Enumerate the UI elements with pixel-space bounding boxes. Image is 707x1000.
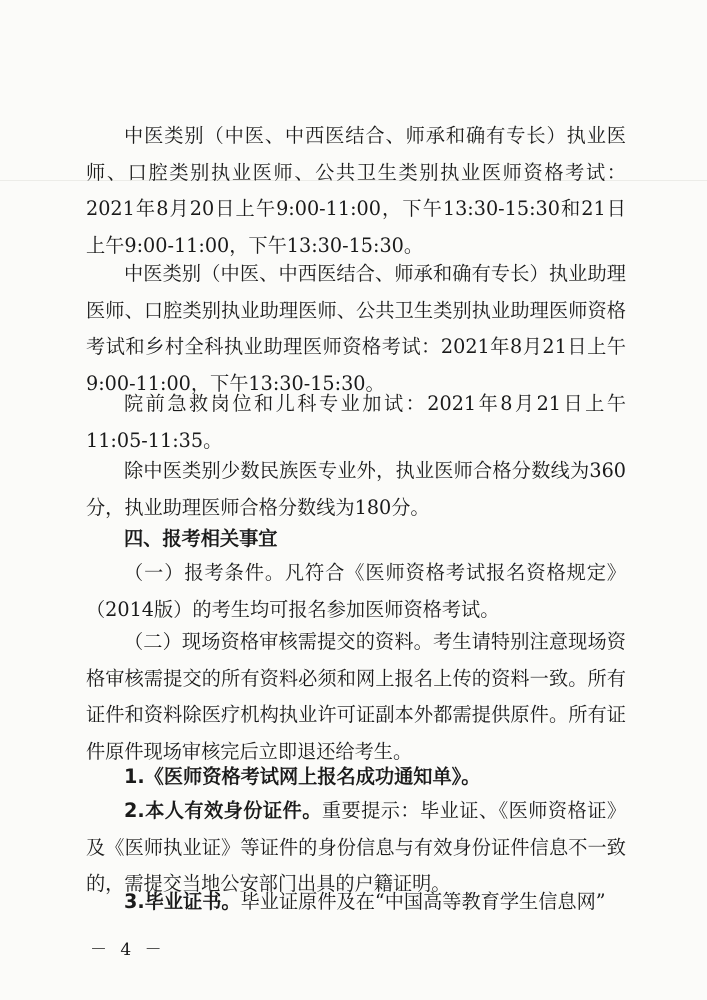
numbered-item-3-text: 毕业证原件及在“中国高等教育学生信息网” (240, 890, 606, 913)
paragraph-tcm-physician-exam: 中医类别（中医、中西医结合、师承和确有专长）执业医师、口腔类别执业医师、公共卫生类别执业医师资格考试：2021年8月20日上午9:00-11:00，下午13:30-15:30和21日上午9:00-11:00，下午13:30-15:30。 (86, 124, 626, 257)
numbered-item-2-lead: 2.本人有效身份证件。 (124, 799, 322, 822)
numbered-item-2-text: 重要提示：毕业证、《医师资格证》及《医师执业证》等证件的身份信息与有效身份证件信息不一致的，需提交当地公安部门出具的户籍证明。 (86, 799, 627, 895)
item-eligibility: （一）报考条件。凡符合《医师资格考试报名资格规定》（2014版）的考生均可报名参加医师资格考试。 (86, 561, 626, 621)
paragraph-passing-scores: 除中医类别少数民族医专业外，执业医师合格分数线为360分，执业助理医师合格分数线为180分。 (86, 459, 626, 519)
page-number: － 4 － (90, 940, 166, 960)
numbered-item-1 (86, 759, 626, 796)
paragraph-tcm-assistant-exam: 中医类别（中医、中西医结合、师承和确有专长）执业助理医师、口腔类别执业助理医师、公共卫生类别执业助理医师资格考试和乡村全科执业助理医师资格考试：2021年8月21日上午9:00-11:00，下午13:30-15:30。 (86, 262, 626, 395)
section-heading: 四、报考相关事宜 (124, 527, 278, 550)
item-onsite-review: （二）现场资格审核需提交的资料。考生请特别注意现场资格审核需提交的所有资料必须和网上报名上传的资料一致。所有证件和资料除医疗机构执业许可证副本外都需提供原件。所有证件原件现场审核完后立即退还给考生。 (86, 630, 626, 763)
numbered-item-3-lead: 3.毕业证书。 (124, 890, 241, 913)
numbered-item-1-lead: 1.《医师资格考试网上报名成功通知单》。 (124, 765, 481, 788)
numbered-item-3 (86, 884, 626, 921)
paragraph-emergency-pediatric-exam: 院前急救岗位和儿科专业加试：2021年8月21日上午11:05-11:35。 (86, 392, 626, 452)
